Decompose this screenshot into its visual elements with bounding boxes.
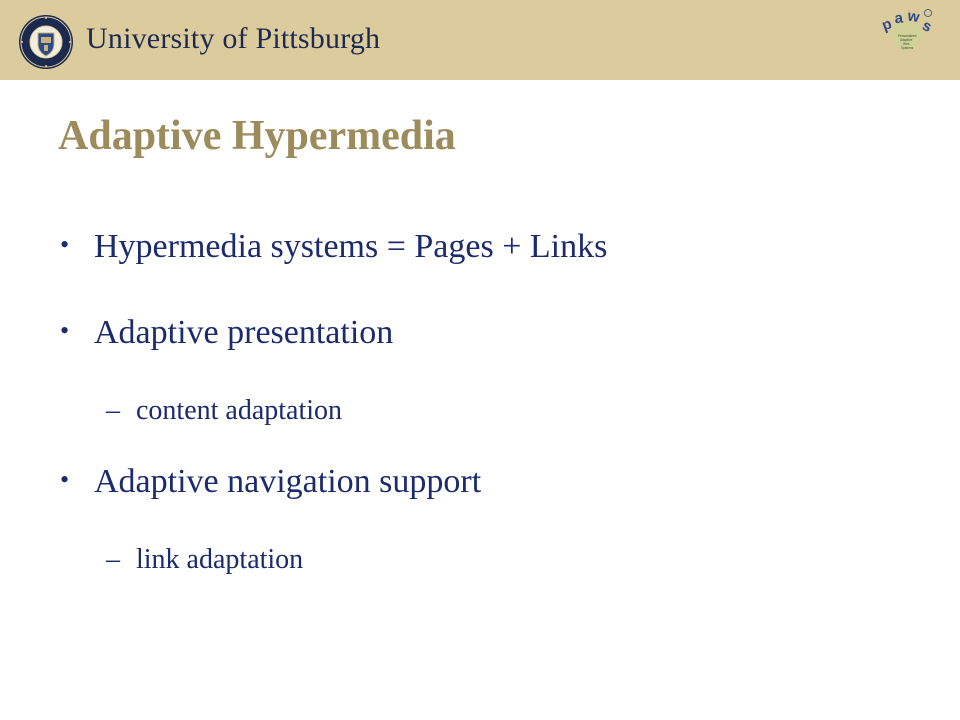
dash-marker: – — [106, 544, 120, 575]
svg-text:a: a — [893, 9, 904, 28]
university-name: University of Pittsburgh — [86, 22, 381, 55]
paws-logo — [876, 6, 934, 62]
dash-marker: – — [106, 395, 120, 426]
bullet-item — [60, 463, 481, 501]
svg-text:s: s — [919, 16, 934, 36]
slide-title: Adaptive Hypermedia — [58, 113, 456, 159]
svg-text:w: w — [906, 7, 921, 27]
svg-text:p: p — [879, 15, 895, 35]
sub-bullet-text: content adaptation — [136, 395, 343, 426]
svg-text:Personalized: Personalized — [898, 34, 917, 38]
svg-text:Systems: Systems — [901, 46, 914, 50]
header-banner — [0, 0, 960, 80]
bullet-item — [60, 228, 607, 266]
svg-text:Adaptive: Adaptive — [900, 38, 913, 42]
bullet-text: Hypermedia systems = Pages + Links — [94, 228, 608, 265]
bullet-marker: • — [60, 316, 70, 345]
sub-bullet-item — [106, 395, 342, 427]
sub-bullet-text: link adaptation — [136, 544, 304, 575]
bullet-text: Adaptive presentation — [94, 314, 394, 351]
bullet-marker: • — [60, 230, 70, 259]
university-seal-logo — [18, 14, 74, 70]
bullet-item — [60, 314, 393, 352]
bullet-text: Adaptive navigation support — [94, 463, 482, 500]
svg-text:Web: Web — [903, 42, 910, 46]
bullet-marker: • — [60, 465, 70, 494]
sub-bullet-item — [106, 544, 303, 576]
